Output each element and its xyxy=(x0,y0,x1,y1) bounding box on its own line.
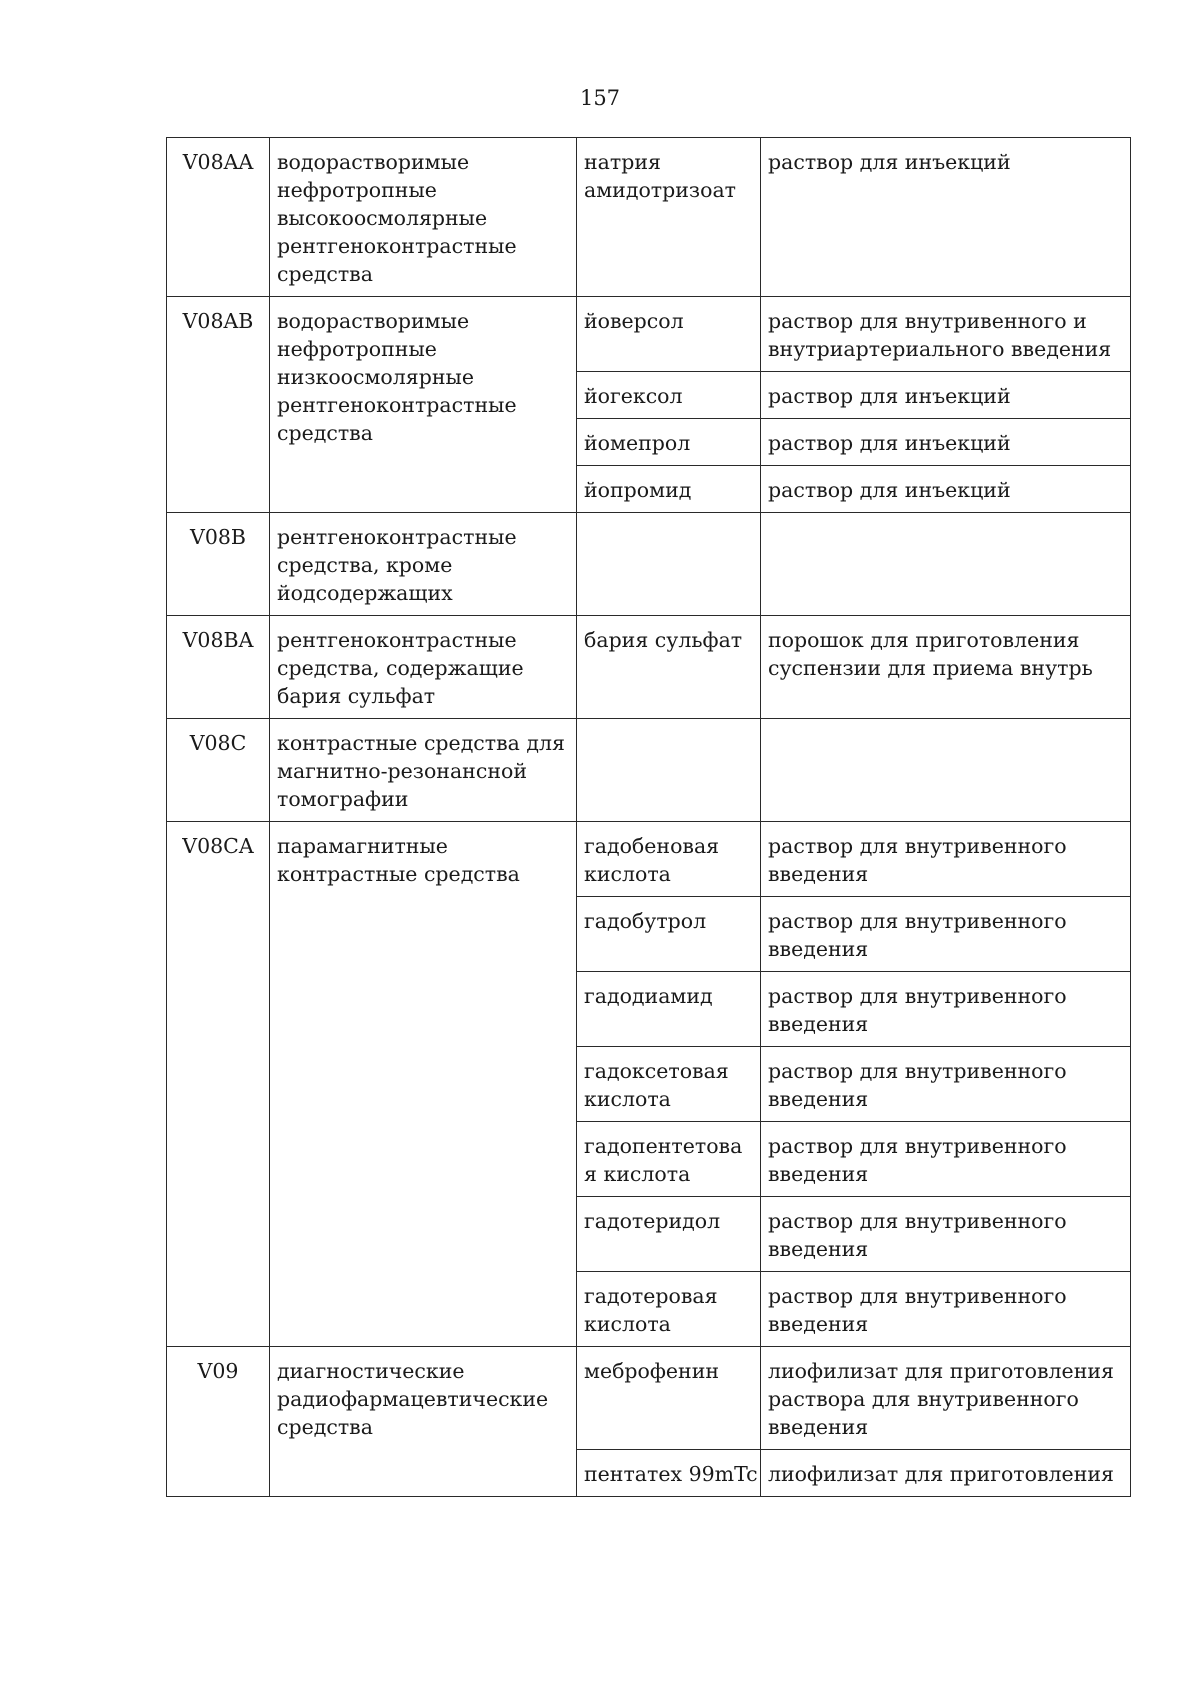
atc-code-cell: V08AB xyxy=(167,297,270,513)
dosage-form-cell: раствор для внутривенного введения xyxy=(761,897,1131,972)
drug-name-cell: йоверсол xyxy=(577,297,761,372)
table-row xyxy=(167,513,1131,616)
atc-code-cell: V08C xyxy=(167,719,270,822)
dosage-form-cell: раствор для внутривенного введения xyxy=(761,1272,1131,1347)
drug-name-cell: пентатех 99mTc xyxy=(577,1450,761,1497)
drug-name-cell: гадотеридол xyxy=(577,1197,761,1272)
drug-name-cell: гадоксетовая кислота xyxy=(577,1047,761,1122)
group-name-cell: рентгеноконтрастные средства, кроме йодсодержащих xyxy=(270,513,577,616)
table-row xyxy=(167,822,1131,897)
drug-name-cell: гадопентетовая кислота xyxy=(577,1122,761,1197)
atc-code-cell: V08BA xyxy=(167,616,270,719)
dosage-form-cell: раствор для внутривенного введения xyxy=(761,1197,1131,1272)
drug-name-cell: меброфенин xyxy=(577,1347,761,1450)
dosage-form-cell: раствор для инъекций xyxy=(761,466,1131,513)
dosage-form-cell xyxy=(761,719,1131,822)
drug-name-cell: йомепрол xyxy=(577,419,761,466)
dosage-form-cell: лиофилизат для приготовления xyxy=(761,1450,1131,1497)
dosage-form-cell: раствор для внутривенного введения xyxy=(761,1047,1131,1122)
drug-name-cell: йогексол xyxy=(577,372,761,419)
table-row xyxy=(167,138,1131,297)
atc-code-cell: V08CA xyxy=(167,822,270,1347)
atc-code-cell: V08AA xyxy=(167,138,270,297)
dosage-form-cell: порошок для приготовления суспензии для приема внутрь xyxy=(761,616,1131,719)
dosage-form-cell: раствор для инъекций xyxy=(761,138,1131,297)
drug-name-cell: гадобеновая кислота xyxy=(577,822,761,897)
drug-name-cell: гадодиамид xyxy=(577,972,761,1047)
group-name-cell: водорастворимые нефротропные низкоосмолярные рентгеноконтрастные средства xyxy=(270,297,577,513)
drug-name-cell: бария сульфат xyxy=(577,616,761,719)
dosage-form-cell: раствор для внутривенного введения xyxy=(761,1122,1131,1197)
group-name-cell: диагностические радиофармацевтические средства xyxy=(270,1347,577,1497)
group-name-cell: рентгеноконтрастные средства, содержащие бария сульфат xyxy=(270,616,577,719)
table-row xyxy=(167,1347,1131,1450)
table-row xyxy=(167,297,1131,372)
drug-table xyxy=(166,137,1131,1497)
group-name-cell: водорастворимые нефротропные высокоосмолярные рентгеноконтрастные средства xyxy=(270,138,577,297)
dosage-form-cell: лиофилизат для приготовления раствора для внутривенного введения xyxy=(761,1347,1131,1450)
table-row xyxy=(167,616,1131,719)
drug-name-cell: натрия амидотризоат xyxy=(577,138,761,297)
atc-code-cell: V09 xyxy=(167,1347,270,1497)
dosage-form-cell: раствор для внутривенного и внутриартериального введения xyxy=(761,297,1131,372)
dosage-form-cell: раствор для внутривенного введения xyxy=(761,972,1131,1047)
table-row xyxy=(167,719,1131,822)
drug-name-cell: гадотеровая кислота xyxy=(577,1272,761,1347)
drug-name-cell: гадобутрол xyxy=(577,897,761,972)
group-name-cell: контрастные средства для магнитно-резонансной томографии xyxy=(270,719,577,822)
dosage-form-cell: раствор для внутривенного введения xyxy=(761,822,1131,897)
dosage-form-cell: раствор для инъекций xyxy=(761,419,1131,466)
page-number: 157 xyxy=(579,86,621,110)
atc-code-cell: V08B xyxy=(167,513,270,616)
drug-name-cell: йопромид xyxy=(577,466,761,513)
drug-name-cell xyxy=(577,513,761,616)
dosage-form-cell xyxy=(761,513,1131,616)
group-name-cell: парамагнитные контрастные средства xyxy=(270,822,577,1347)
drug-name-cell xyxy=(577,719,761,822)
dosage-form-cell: раствор для инъекций xyxy=(761,372,1131,419)
